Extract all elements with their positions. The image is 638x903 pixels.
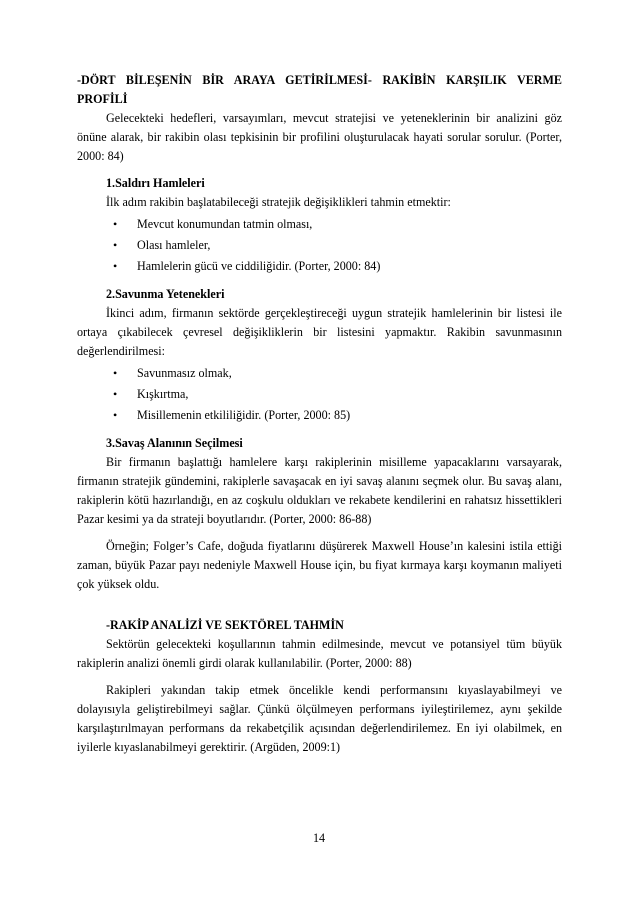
subheading-attack-moves: 1.Saldırı Hamleleri bbox=[106, 176, 205, 190]
section-title-competitor-analysis: -RAKİP ANALİZİ VE SEKTÖREL TAHMİN bbox=[106, 618, 344, 632]
section-title-competitor-response-profile: -DÖRT BİLEŞENİN BİR ARAYA GETİRİLMESİ- RAKİBİN KARŞILIK VERME PROFİLİ bbox=[77, 73, 562, 106]
bullet-icon: • bbox=[113, 366, 118, 380]
list-item: • Hamlelerin gücü ve ciddiliğidir. (Porter, 2000: 84) bbox=[77, 256, 562, 277]
section-intro-paragraph: Gelecekteki hedefleri, varsayımları, mevcut stratejisi ve yeteneklerinin bir analizini göz önüne alarak, bir rakibin olası tepkisinin bir profilini oluşturulacak hayati sorular sorulur. (Porter, 2000: 84) bbox=[77, 111, 562, 163]
bullet-icon: • bbox=[113, 259, 118, 273]
list-item: • Mevcut konumundan tatmin olması, bbox=[77, 214, 562, 235]
list-item: • Misillemenin etkililiğidir. (Porter, 2000: 85) bbox=[77, 405, 562, 426]
document-page bbox=[77, 71, 562, 757]
bullet-icon: • bbox=[113, 238, 118, 252]
bullet-icon: • bbox=[113, 217, 118, 231]
defense-capabilities-paragraph: İkinci adım, firmanın sektörde gerçekleştireceği uygun stratejik hamlelerinin bir listesi ile ortaya çıkabilecek çevresel değişikliklerin bir listesini yapmaktır. Rakibin savunmasının değerlendirilmesi: bbox=[77, 306, 562, 358]
attack-moves-paragraph: İlk adım rakibin başlatabileceği stratejik değişiklikleri tahmin etmektir: bbox=[106, 195, 451, 209]
bullet-icon: • bbox=[113, 387, 118, 401]
attack-moves-list bbox=[77, 214, 562, 277]
benchmarking-paragraph: Rakipleri yakından takip etmek öncelikle kendi performansını kıyaslayabilmeyi ve dolayısıyla geliştirebilmeyi sağlar. Çünkü ölçülmeyen performans iyileştirilemez, aynı şekilde karşılaştırılmayan performans da rekabetçilik açısından değerlendirilemez. En iyi olabilmek, en iyilerle kıyaslanabilmeyi gerektirir. (Argüden, 2009:1) bbox=[77, 683, 562, 754]
bullet-icon: • bbox=[113, 408, 118, 422]
example-paragraph: Örneğin; Folger’s Cafe, doğuda fiyatlarını düşürerek Maxwell House’ın kalesini istila ettiği zaman, büyük Pazar payı nedeniyle Maxwell House için, bu fiyat kırmaya karşı koymanın maliyeti çok yüksek oldu. bbox=[77, 539, 562, 591]
subheading-battlefield-selection: 3.Savaş Alanının Seçilmesi bbox=[106, 436, 243, 450]
subheading-defense-capabilities: 2.Savunma Yetenekleri bbox=[106, 287, 225, 301]
competitor-analysis-intro-paragraph: Sektörün gelecekteki koşullarının tahmin edilmesinde, mevcut ve potansiyel tüm büyük rakiplerin analizi önemli girdi olarak kullanılabilir. (Porter, 2000: 88) bbox=[77, 637, 562, 670]
list-item: • Savunmasız olmak, bbox=[77, 363, 562, 384]
list-item: • Olası hamleler, bbox=[77, 235, 562, 256]
battlefield-selection-paragraph: Bir firmanın başlattığı hamlelere karşı rakiplerinin misilleme yapacaklarını varsayarak, firmanın stratejik gündemini, rakiplerle savaşacak en iyi savaş alanını seçmek olur. Bu savaş alanı, rakiplerin kötü hazırlandığı, en az coşkulu oldukları ve rekabete kendilerini en rahatsız hissettikleri Pazar kesimi ya da strateji boyutlarıdır. (Porter, 2000: 86-88) bbox=[77, 455, 562, 526]
page-number: 14 bbox=[312, 831, 326, 845]
defense-capabilities-list bbox=[77, 363, 562, 426]
list-item: • Kışkırtma, bbox=[77, 384, 562, 405]
